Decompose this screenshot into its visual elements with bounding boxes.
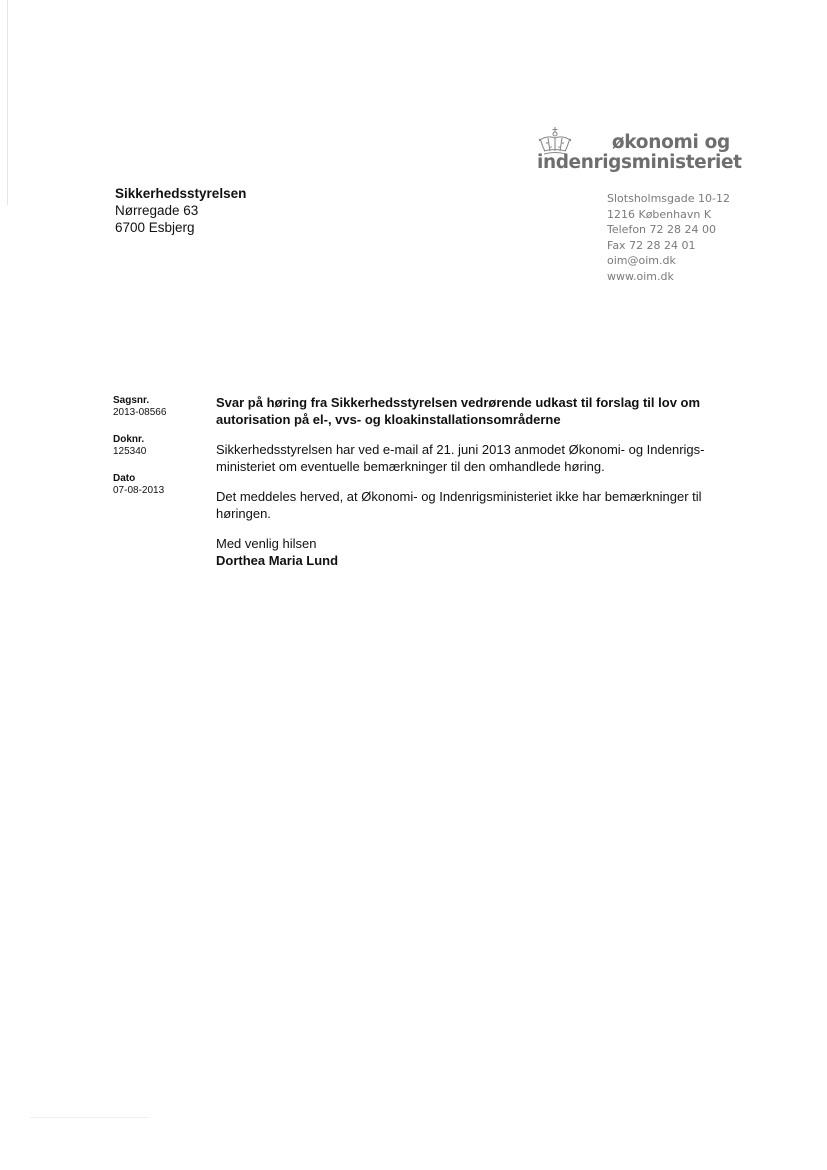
sender-email: oim@oim.dk bbox=[607, 254, 676, 267]
document-number-value: 125340 bbox=[113, 446, 147, 457]
sender-phone: Telefon 72 28 24 00 bbox=[607, 223, 716, 236]
sender-fax: Fax 72 28 24 01 bbox=[607, 238, 696, 252]
letter-signature: Dorthea Maria Lund bbox=[216, 552, 339, 568]
case-number-label: Sagsnr. bbox=[113, 395, 150, 406]
document-number-label: Doknr. bbox=[113, 434, 145, 445]
document-meta bbox=[113, 395, 203, 512]
recipient-address bbox=[115, 185, 246, 236]
case-number-value: 2013-08566 bbox=[113, 407, 167, 418]
logo-text-line1: økonomi og bbox=[611, 132, 730, 153]
letter-closing-block bbox=[216, 536, 726, 569]
logo-text-line2: indenrigsministeriet bbox=[537, 152, 742, 173]
letter-paragraph-1: Sikkerhedsstyrelsen har ved e-mail af 21. juni 2013 anmodet Økonomi- og Indenrigs-ministeriet om eventuelle bemærkninger til den omhandlede høring. bbox=[216, 442, 705, 474]
scan-edge-line bbox=[7, 0, 8, 205]
letter-subject: Svar på høring fra Sikkerhedsstyrelsen vedrørende udkast til forslag til lov om autorisation på el-, vvs- og kloakinstallationsområderne bbox=[216, 395, 701, 427]
recipient-city: 6700 Esbjerg bbox=[115, 220, 195, 235]
sender-website: www.oim.dk bbox=[607, 269, 674, 283]
recipient-name: Sikkerhedsstyrelsen bbox=[115, 186, 247, 201]
sender-city: 1216 København K bbox=[607, 207, 712, 221]
date-value: 07-08-2013 bbox=[113, 485, 165, 496]
letter-paragraph-2: Det meddeles herved, at Økonomi- og Indenrigsministeriet ikke har bemærkninger til høringen. bbox=[216, 489, 702, 521]
date-label: Dato bbox=[113, 473, 136, 484]
scan-smudge bbox=[30, 1117, 150, 1118]
letter-closing: Med venlig hilsen bbox=[216, 536, 317, 551]
recipient-street: Nørregade 63 bbox=[115, 203, 199, 218]
sender-street: Slotsholmsgade 10-12 bbox=[607, 192, 730, 205]
sender-contact bbox=[607, 191, 730, 284]
ministry-logo bbox=[537, 126, 742, 186]
letter-body bbox=[216, 395, 726, 569]
